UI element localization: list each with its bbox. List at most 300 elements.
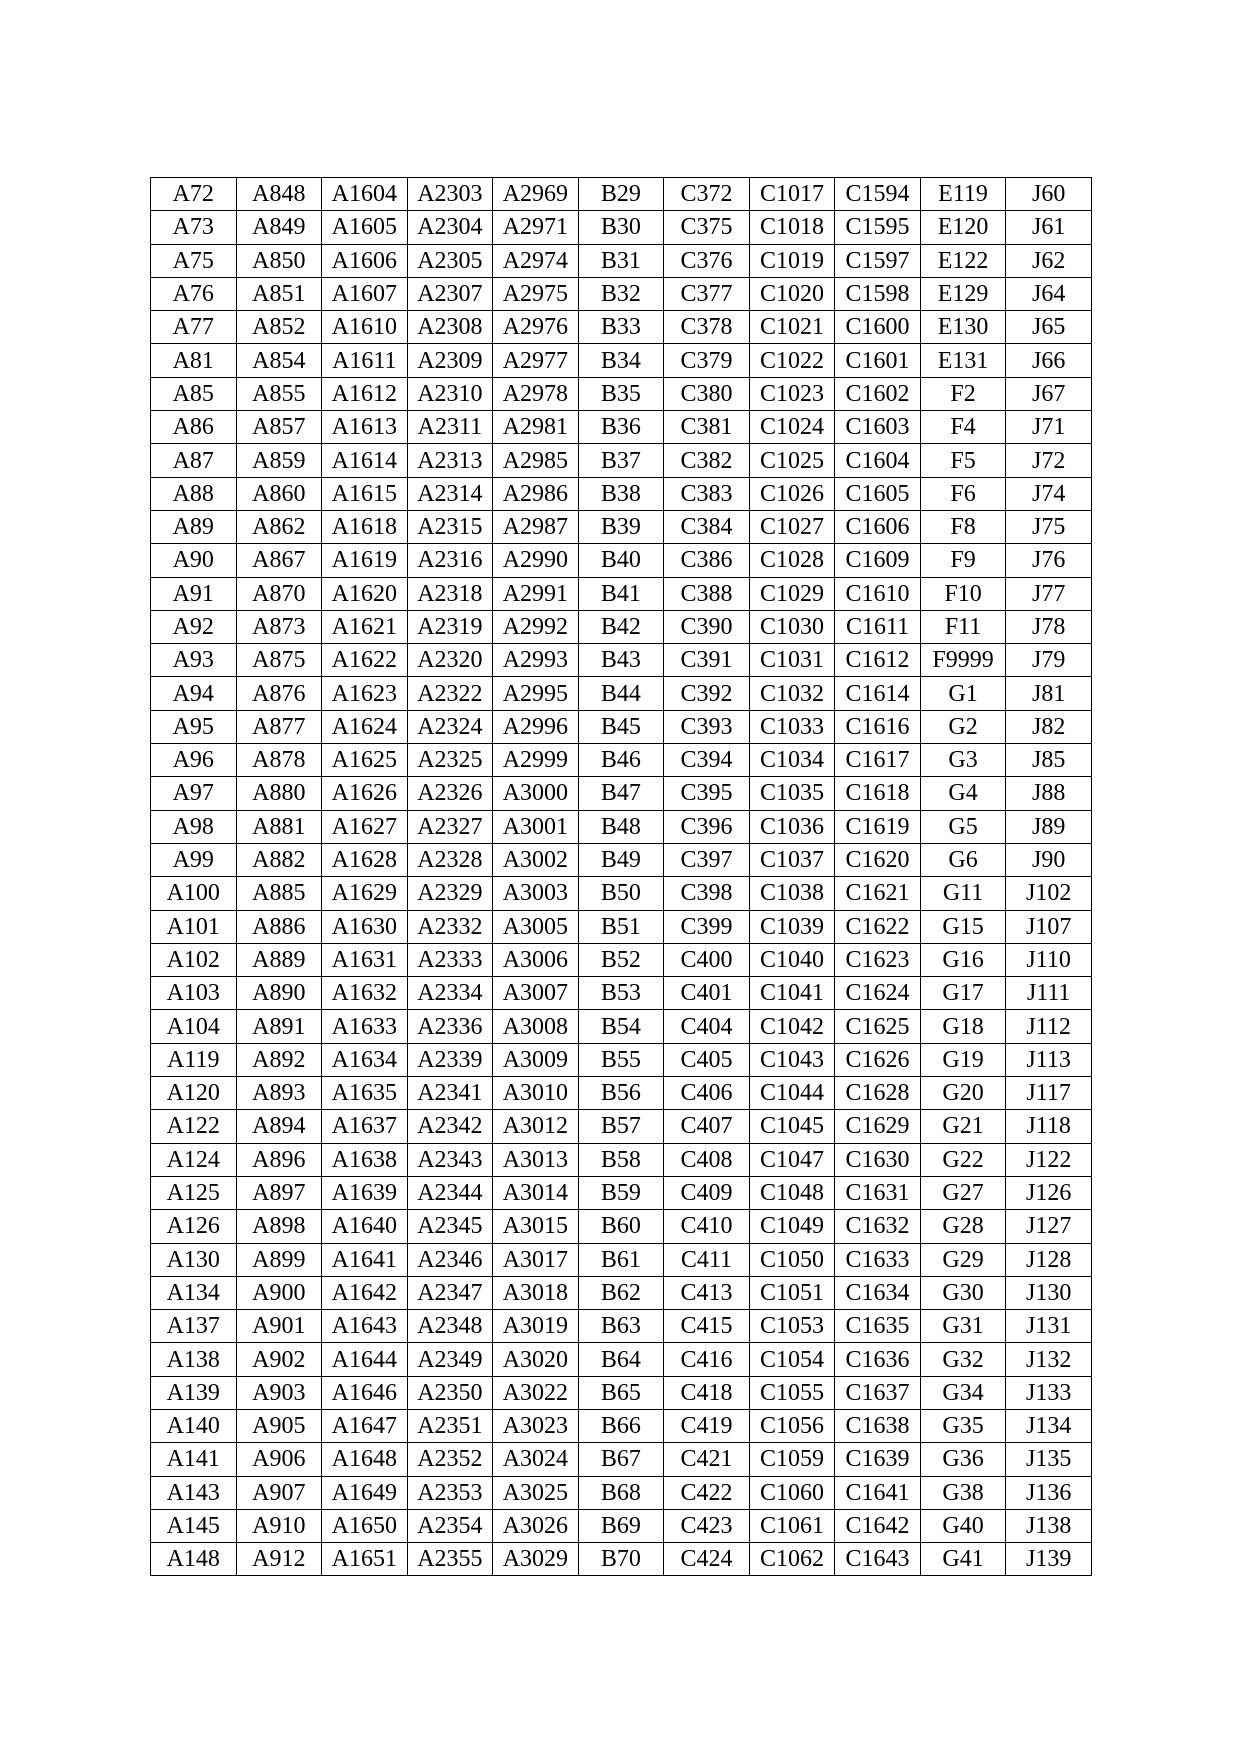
table-cell: A2981 [493,411,579,444]
table-cell: G6 [920,843,1006,876]
table-cell: A1637 [322,1110,408,1143]
table-cell: C406 [664,1077,750,1110]
table-cell: A1630 [322,910,408,943]
table-cell: A3023 [493,1409,579,1442]
table-row [151,1043,1092,1076]
table-cell: C1031 [749,644,835,677]
table-cell: A1639 [322,1176,408,1209]
table-row [151,1376,1092,1409]
table-cell: F2 [920,377,1006,410]
table-cell: A848 [236,178,322,211]
table-cell: J118 [1006,1110,1092,1143]
table-cell: A1635 [322,1077,408,1110]
table-cell: A94 [151,677,237,710]
table-cell: C1617 [835,744,921,777]
table-cell: A2992 [493,610,579,643]
table-cell: A905 [236,1409,322,1442]
table-cell: C396 [664,810,750,843]
table-row [151,910,1092,943]
table-cell: C1609 [835,544,921,577]
table-cell: C1629 [835,1110,921,1143]
table-cell: B35 [578,377,664,410]
table-row [151,344,1092,377]
table-cell: A2342 [407,1110,493,1143]
table-cell: B38 [578,477,664,510]
table-row [151,1176,1092,1209]
table-cell: J111 [1006,977,1092,1010]
table-cell: B67 [578,1443,664,1476]
table-cell: A139 [151,1376,237,1409]
table-cell: A886 [236,910,322,943]
table-cell: A2347 [407,1276,493,1309]
table-cell: E130 [920,311,1006,344]
table-cell: A900 [236,1276,322,1309]
table-cell: A860 [236,477,322,510]
table-row [151,444,1092,477]
table-cell: A2351 [407,1409,493,1442]
table-cell: A2307 [407,277,493,310]
table-cell: A901 [236,1310,322,1343]
table-cell: C1022 [749,344,835,377]
table-cell: G11 [920,877,1006,910]
table-cell: G16 [920,943,1006,976]
table-cell: A3008 [493,1010,579,1043]
table-cell: B60 [578,1210,664,1243]
table-cell: A125 [151,1176,237,1209]
table-cell: A1643 [322,1310,408,1343]
table-cell: A76 [151,277,237,310]
table-row [151,677,1092,710]
table-cell: A88 [151,477,237,510]
table-cell: A1620 [322,577,408,610]
table-cell: B51 [578,910,664,943]
table-cell: A1611 [322,344,408,377]
table-cell: C1634 [835,1276,921,1309]
table-cell: A896 [236,1143,322,1176]
table-cell: C1602 [835,377,921,410]
table-cell: C1039 [749,910,835,943]
table-cell: A1622 [322,644,408,677]
table-cell: J72 [1006,444,1092,477]
table-cell: A2332 [407,910,493,943]
table-cell: C1643 [835,1543,921,1576]
table-cell: J61 [1006,211,1092,244]
table-cell: C1614 [835,677,921,710]
table-cell: C397 [664,843,750,876]
table-cell: B56 [578,1077,664,1110]
table-cell: A2336 [407,1010,493,1043]
table-cell: A95 [151,710,237,743]
table-row [151,943,1092,976]
table-cell: A1604 [322,178,408,211]
table-cell: C1018 [749,211,835,244]
table-cell: F10 [920,577,1006,610]
table-cell: J85 [1006,744,1092,777]
table-cell: A1634 [322,1043,408,1076]
table-cell: A3000 [493,777,579,810]
table-cell: C1595 [835,211,921,244]
code-table-body [151,178,1092,1576]
table-cell: A878 [236,744,322,777]
table-cell: C1023 [749,377,835,410]
table-cell: A2316 [407,544,493,577]
table-cell: A145 [151,1509,237,1542]
table-cell: J139 [1006,1543,1092,1576]
table-cell: A1626 [322,777,408,810]
table-cell: A902 [236,1343,322,1376]
table-cell: B68 [578,1476,664,1509]
table-cell: G15 [920,910,1006,943]
table-cell: J107 [1006,910,1092,943]
table-cell: G19 [920,1043,1006,1076]
table-cell: C405 [664,1043,750,1076]
table-cell: B45 [578,710,664,743]
table-cell: C1035 [749,777,835,810]
table-cell: J74 [1006,477,1092,510]
code-table [150,177,1092,1576]
table-cell: A140 [151,1409,237,1442]
table-cell: C1594 [835,178,921,211]
table-cell: C1036 [749,810,835,843]
table-cell: A3024 [493,1443,579,1476]
table-cell: A3012 [493,1110,579,1143]
table-cell: A134 [151,1276,237,1309]
table-cell: A2318 [407,577,493,610]
table-cell: C1061 [749,1509,835,1542]
table-cell: A99 [151,843,237,876]
table-cell: C1612 [835,644,921,677]
table-row [151,544,1092,577]
table-cell: C1021 [749,311,835,344]
table-cell: J133 [1006,1376,1092,1409]
table-cell: G5 [920,810,1006,843]
table-cell: A1606 [322,244,408,277]
table-cell: C1605 [835,477,921,510]
table-cell: C1621 [835,877,921,910]
table-cell: G20 [920,1077,1006,1110]
table-cell: A137 [151,1310,237,1343]
table-cell: E119 [920,178,1006,211]
table-cell: C1618 [835,777,921,810]
table-cell: B70 [578,1543,664,1576]
table-cell: C401 [664,977,750,1010]
table-cell: A1646 [322,1376,408,1409]
table-cell: J89 [1006,810,1092,843]
table-cell: J130 [1006,1276,1092,1309]
table-cell: J110 [1006,943,1092,976]
table-cell: C1598 [835,277,921,310]
table-cell: C1604 [835,444,921,477]
table-cell: G18 [920,1010,1006,1043]
table-cell: A130 [151,1243,237,1276]
table-cell: C1056 [749,1409,835,1442]
table-cell: G41 [920,1543,1006,1576]
table-cell: A2328 [407,843,493,876]
table-cell: C415 [664,1310,750,1343]
table-cell: A2991 [493,577,579,610]
table-cell: A852 [236,311,322,344]
table-cell: C1024 [749,411,835,444]
table-cell: A873 [236,610,322,643]
table-row [151,577,1092,610]
table-cell: C1053 [749,1310,835,1343]
table-cell: A2348 [407,1310,493,1343]
table-cell: J136 [1006,1476,1092,1509]
table-cell: B64 [578,1343,664,1376]
table-cell: B66 [578,1409,664,1442]
table-cell: A98 [151,810,237,843]
table-cell: A1627 [322,810,408,843]
table-cell: A891 [236,1010,322,1043]
table-cell: A849 [236,211,322,244]
table-cell: C383 [664,477,750,510]
table-cell: C1611 [835,610,921,643]
table-cell: A2304 [407,211,493,244]
table-cell: J128 [1006,1243,1092,1276]
table-cell: E131 [920,344,1006,377]
table-cell: A1628 [322,843,408,876]
table-cell: A1629 [322,877,408,910]
table-cell: A2346 [407,1243,493,1276]
table-cell: C419 [664,1409,750,1442]
table-cell: B36 [578,411,664,444]
table-cell: A1612 [322,377,408,410]
table-row [151,1443,1092,1476]
table-cell: A882 [236,843,322,876]
table-cell: A906 [236,1443,322,1476]
table-cell: A3007 [493,977,579,1010]
table-cell: G35 [920,1409,1006,1442]
table-cell: J117 [1006,1077,1092,1110]
table-cell: A81 [151,344,237,377]
table-cell: C1026 [749,477,835,510]
table-cell: B32 [578,277,664,310]
table-cell: B52 [578,943,664,976]
table-cell: C380 [664,377,750,410]
table-cell: C1597 [835,244,921,277]
table-cell: A2987 [493,510,579,543]
table-row [151,843,1092,876]
table-cell: G4 [920,777,1006,810]
table-cell: G32 [920,1343,1006,1376]
table-cell: A1614 [322,444,408,477]
table-cell: C399 [664,910,750,943]
table-cell: A2324 [407,710,493,743]
table-cell: A104 [151,1010,237,1043]
table-cell: C1606 [835,510,921,543]
table-cell: B29 [578,178,664,211]
table-cell: F8 [920,510,1006,543]
table-row [151,810,1092,843]
table-row [151,977,1092,1010]
table-cell: C1636 [835,1343,921,1376]
table-cell: G30 [920,1276,1006,1309]
table-cell: A141 [151,1443,237,1476]
table-cell: A3026 [493,1509,579,1542]
table-cell: C1043 [749,1043,835,1076]
table-cell: C1060 [749,1476,835,1509]
table-cell: C400 [664,943,750,976]
table-cell: A85 [151,377,237,410]
table-cell: C1623 [835,943,921,976]
table-cell: C418 [664,1376,750,1409]
table-cell: A1647 [322,1409,408,1442]
table-cell: B63 [578,1310,664,1343]
table-cell: G29 [920,1243,1006,1276]
table-cell: G3 [920,744,1006,777]
table-cell: B43 [578,644,664,677]
table-cell: A143 [151,1476,237,1509]
table-cell: A885 [236,877,322,910]
table-cell: J71 [1006,411,1092,444]
table-cell: B58 [578,1143,664,1176]
table-row [151,710,1092,743]
table-cell: A2319 [407,610,493,643]
table-row [151,1543,1092,1576]
table-cell: C1017 [749,178,835,211]
table-cell: A2974 [493,244,579,277]
table-cell: A1633 [322,1010,408,1043]
table-cell: A2327 [407,810,493,843]
table-cell: B61 [578,1243,664,1276]
table-cell: B30 [578,211,664,244]
table-cell: C1045 [749,1110,835,1143]
table-cell: C408 [664,1143,750,1176]
table-cell: A2352 [407,1443,493,1476]
table-cell: A859 [236,444,322,477]
table-cell: A2355 [407,1543,493,1576]
table-cell: J81 [1006,677,1092,710]
table-cell: A3018 [493,1276,579,1309]
table-cell: C1037 [749,843,835,876]
table-row [151,877,1092,910]
table-cell: J127 [1006,1210,1092,1243]
table-cell: A2978 [493,377,579,410]
table-cell: A2325 [407,744,493,777]
table-cell: C410 [664,1210,750,1243]
table-cell: C1059 [749,1443,835,1476]
table-cell: B37 [578,444,664,477]
table-cell: A867 [236,544,322,577]
table-row [151,1010,1092,1043]
table-cell: A903 [236,1376,322,1409]
table-cell: A1640 [322,1210,408,1243]
table-cell: A1648 [322,1443,408,1476]
table-cell: A1632 [322,977,408,1010]
table-cell: A2310 [407,377,493,410]
table-cell: A890 [236,977,322,1010]
table-cell: F5 [920,444,1006,477]
table-cell: B59 [578,1176,664,1209]
table-cell: A73 [151,211,237,244]
table-cell: C394 [664,744,750,777]
table-cell: A851 [236,277,322,310]
table-row [151,411,1092,444]
table-cell: A2995 [493,677,579,710]
table-cell: A1615 [322,477,408,510]
table-cell: C1622 [835,910,921,943]
table-row [151,211,1092,244]
table-cell: A3002 [493,843,579,876]
table-cell: A72 [151,178,237,211]
table-cell: A875 [236,644,322,677]
table-cell: A881 [236,810,322,843]
table-cell: C1628 [835,1077,921,1110]
table-cell: A2334 [407,977,493,1010]
table-cell: A1613 [322,411,408,444]
table-row [151,1343,1092,1376]
table-cell: B40 [578,544,664,577]
table-cell: A2996 [493,710,579,743]
table-cell: J82 [1006,710,1092,743]
table-row [151,1409,1092,1442]
table-cell: A1624 [322,710,408,743]
table-cell: A3015 [493,1210,579,1243]
table-cell: C1638 [835,1409,921,1442]
table-cell: J126 [1006,1176,1092,1209]
table-cell: A148 [151,1543,237,1576]
table-cell: C1030 [749,610,835,643]
table-cell: A857 [236,411,322,444]
table-row [151,377,1092,410]
table-cell: C409 [664,1176,750,1209]
table-cell: J75 [1006,510,1092,543]
table-cell: C1620 [835,843,921,876]
table-cell: A3022 [493,1376,579,1409]
table-cell: C407 [664,1110,750,1143]
table-cell: A2985 [493,444,579,477]
table-cell: A90 [151,544,237,577]
table-cell: C1044 [749,1077,835,1110]
table-cell: B48 [578,810,664,843]
table-cell: A1649 [322,1476,408,1509]
table-cell: A2976 [493,311,579,344]
table-cell: C378 [664,311,750,344]
table-row [151,1077,1092,1110]
table-cell: A138 [151,1343,237,1376]
table-cell: C422 [664,1476,750,1509]
table-cell: C386 [664,544,750,577]
table-cell: A2990 [493,544,579,577]
table-cell: A2345 [407,1210,493,1243]
table-cell: C379 [664,344,750,377]
table-cell: G2 [920,710,1006,743]
table-cell: C377 [664,277,750,310]
table-cell: A3001 [493,810,579,843]
table-cell: J102 [1006,877,1092,910]
table-cell: J62 [1006,244,1092,277]
table-cell: A1641 [322,1243,408,1276]
table-cell: B42 [578,610,664,643]
table-cell: A75 [151,244,237,277]
table-cell: A3019 [493,1310,579,1343]
table-cell: C1062 [749,1543,835,1576]
table-cell: A3013 [493,1143,579,1176]
table-cell: A2313 [407,444,493,477]
table-cell: C1600 [835,311,921,344]
table-cell: J65 [1006,311,1092,344]
table-cell: C390 [664,610,750,643]
table-cell: G22 [920,1143,1006,1176]
table-cell: J138 [1006,1509,1092,1542]
table-cell: G28 [920,1210,1006,1243]
table-cell: J113 [1006,1043,1092,1076]
table-cell: C1631 [835,1176,921,1209]
table-cell: B62 [578,1276,664,1309]
table-cell: A87 [151,444,237,477]
table-cell: A101 [151,910,237,943]
table-cell: A855 [236,377,322,410]
